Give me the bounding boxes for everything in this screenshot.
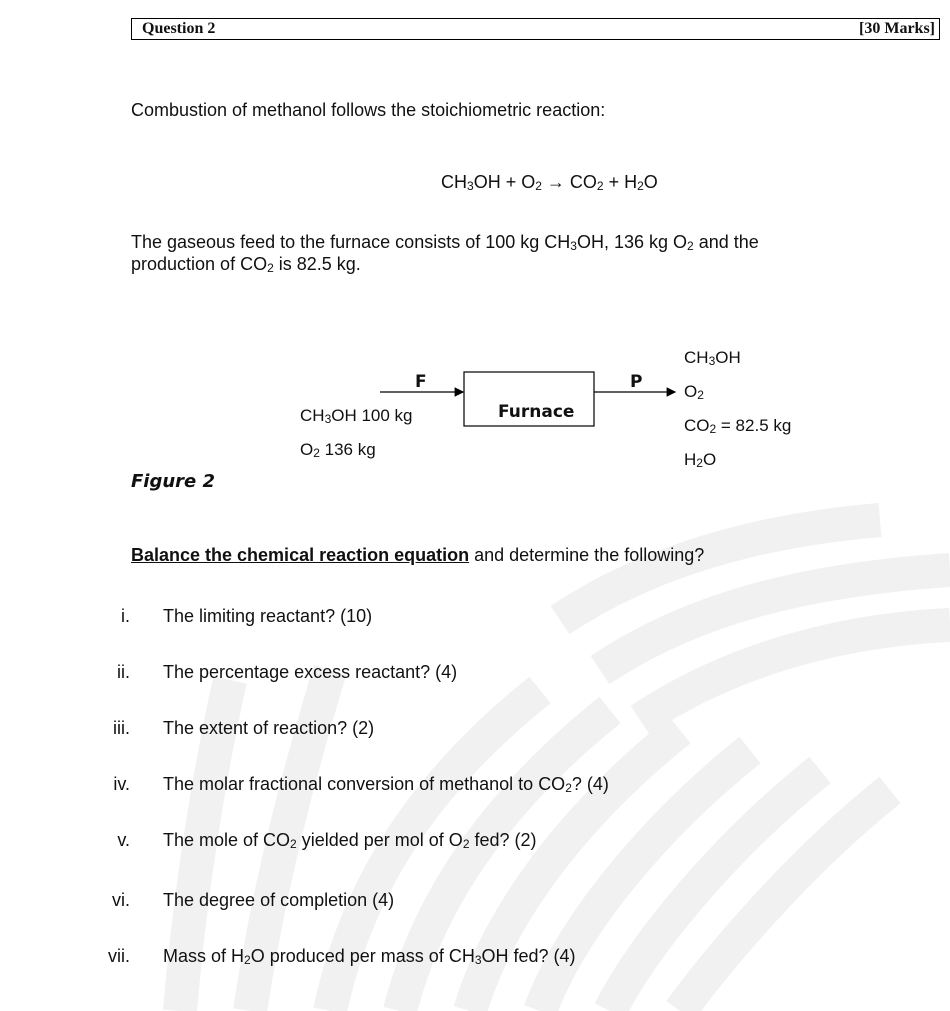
list-item-number: iv. — [113, 774, 130, 794]
list-item-number: vi. — [112, 890, 130, 910]
text-run: → CO — [541, 172, 597, 192]
subscript: 2 — [535, 179, 542, 193]
figure-caption: Figure 2 — [131, 471, 216, 492]
list-item-text — [163, 605, 372, 627]
list-item-number: i. — [121, 606, 130, 626]
text-run: CH — [300, 406, 325, 425]
subscript: 3 — [570, 239, 577, 253]
subscript: 2 — [462, 837, 470, 851]
output-water — [684, 450, 716, 470]
text-run: The mole of CO — [163, 830, 291, 850]
text-run: The extent of reaction? (2) — [163, 718, 375, 738]
feed-text-line-2 — [131, 253, 361, 275]
list-item — [0, 889, 950, 911]
subscript: 3 — [324, 412, 332, 426]
list-item-text — [163, 661, 457, 683]
task-instruction — [131, 544, 704, 566]
text-run: CO — [684, 416, 710, 435]
product-stream-label: P — [630, 372, 643, 392]
list-item — [0, 717, 950, 739]
text-run: The percentage excess reactant? (4) — [163, 662, 458, 682]
input-oxygen — [300, 440, 376, 460]
list-item-text — [163, 945, 576, 967]
task-underlined: Balance the chemical reaction equation — [131, 545, 470, 565]
text-run: = 82.5 kg — [716, 416, 792, 435]
furnace-label: Furnace — [498, 402, 575, 422]
text-run: O — [643, 172, 658, 192]
list-item-number: vii. — [108, 946, 130, 966]
question-marks: [30 Marks] — [859, 20, 935, 37]
text-run: O produced per mass of CH — [250, 946, 475, 966]
text-run: OH 100 kg — [331, 406, 413, 425]
text-run: CH — [441, 172, 467, 192]
list-item-text — [163, 773, 609, 795]
subscript: 2 — [244, 953, 251, 967]
list-item — [0, 773, 950, 795]
list-item-number: ii. — [117, 662, 130, 682]
text-run: fed? (2) — [469, 830, 537, 850]
text-run: OH, 136 kg O — [576, 232, 688, 252]
text-run: ? (4) — [571, 774, 609, 794]
output-co2 — [684, 416, 791, 436]
text-run: Mass of H — [163, 946, 245, 966]
text-run: The degree of completion (4) — [163, 890, 395, 910]
list-item — [0, 945, 950, 967]
task-rest: and determine the following? — [469, 545, 705, 565]
text-run: O — [684, 382, 698, 401]
feed-stream-label: F — [415, 372, 427, 392]
subscript: 2 — [687, 239, 694, 253]
list-item — [0, 829, 950, 851]
text-run: + H — [603, 172, 638, 192]
list-item-text — [163, 889, 394, 911]
list-item — [0, 605, 950, 627]
reaction-equation — [441, 171, 658, 193]
subscript: 2 — [313, 446, 320, 460]
subscript: 2 — [290, 837, 297, 851]
list-item-number: iii. — [113, 718, 130, 738]
question-header — [131, 18, 940, 40]
intro-text: Combustion of methanol follows the stoichiometric reaction: — [131, 100, 606, 120]
text-run: O — [300, 440, 314, 459]
subscript: 2 — [267, 261, 274, 275]
text-run: production of CO — [131, 254, 268, 274]
output-methanol — [684, 348, 741, 368]
list-item-text — [163, 829, 537, 851]
text-run: OH — [715, 348, 741, 367]
text-run: The limiting reactant? (10) — [163, 606, 373, 626]
text-run: and the — [693, 232, 759, 252]
subscript: 2 — [596, 179, 604, 193]
subscript: 3 — [467, 179, 474, 193]
text-run: The molar fractional conversion of methanol to CO — [163, 774, 566, 794]
subscript: 3 — [708, 354, 716, 368]
furnace-diagram — [280, 340, 840, 470]
text-run: 136 kg — [319, 440, 376, 459]
list-item — [0, 661, 950, 683]
input-methanol — [300, 406, 413, 426]
text-run: The gaseous feed to the furnace consists of 100 kg CH — [131, 232, 571, 252]
feed-text-line-1 — [131, 231, 759, 253]
subscript: 2 — [696, 456, 703, 470]
subscript: 2 — [709, 422, 717, 436]
text-run: O — [702, 450, 717, 469]
text-run: H — [684, 450, 697, 469]
subscript: 2 — [637, 179, 644, 193]
text-run: OH + O — [473, 172, 536, 192]
list-item-number: v. — [117, 830, 130, 850]
text-run: is 82.5 kg. — [273, 254, 361, 274]
output-oxygen — [684, 382, 704, 402]
subscript: 2 — [565, 781, 572, 795]
question-title: Question 2 — [142, 20, 216, 37]
text-run: yielded per mol of O — [296, 830, 463, 850]
subscript: 3 — [474, 953, 482, 967]
text-run: CH — [684, 348, 709, 367]
subscript: 2 — [697, 388, 704, 402]
list-item-text — [163, 717, 374, 739]
text-run: OH fed? (4) — [481, 946, 576, 966]
